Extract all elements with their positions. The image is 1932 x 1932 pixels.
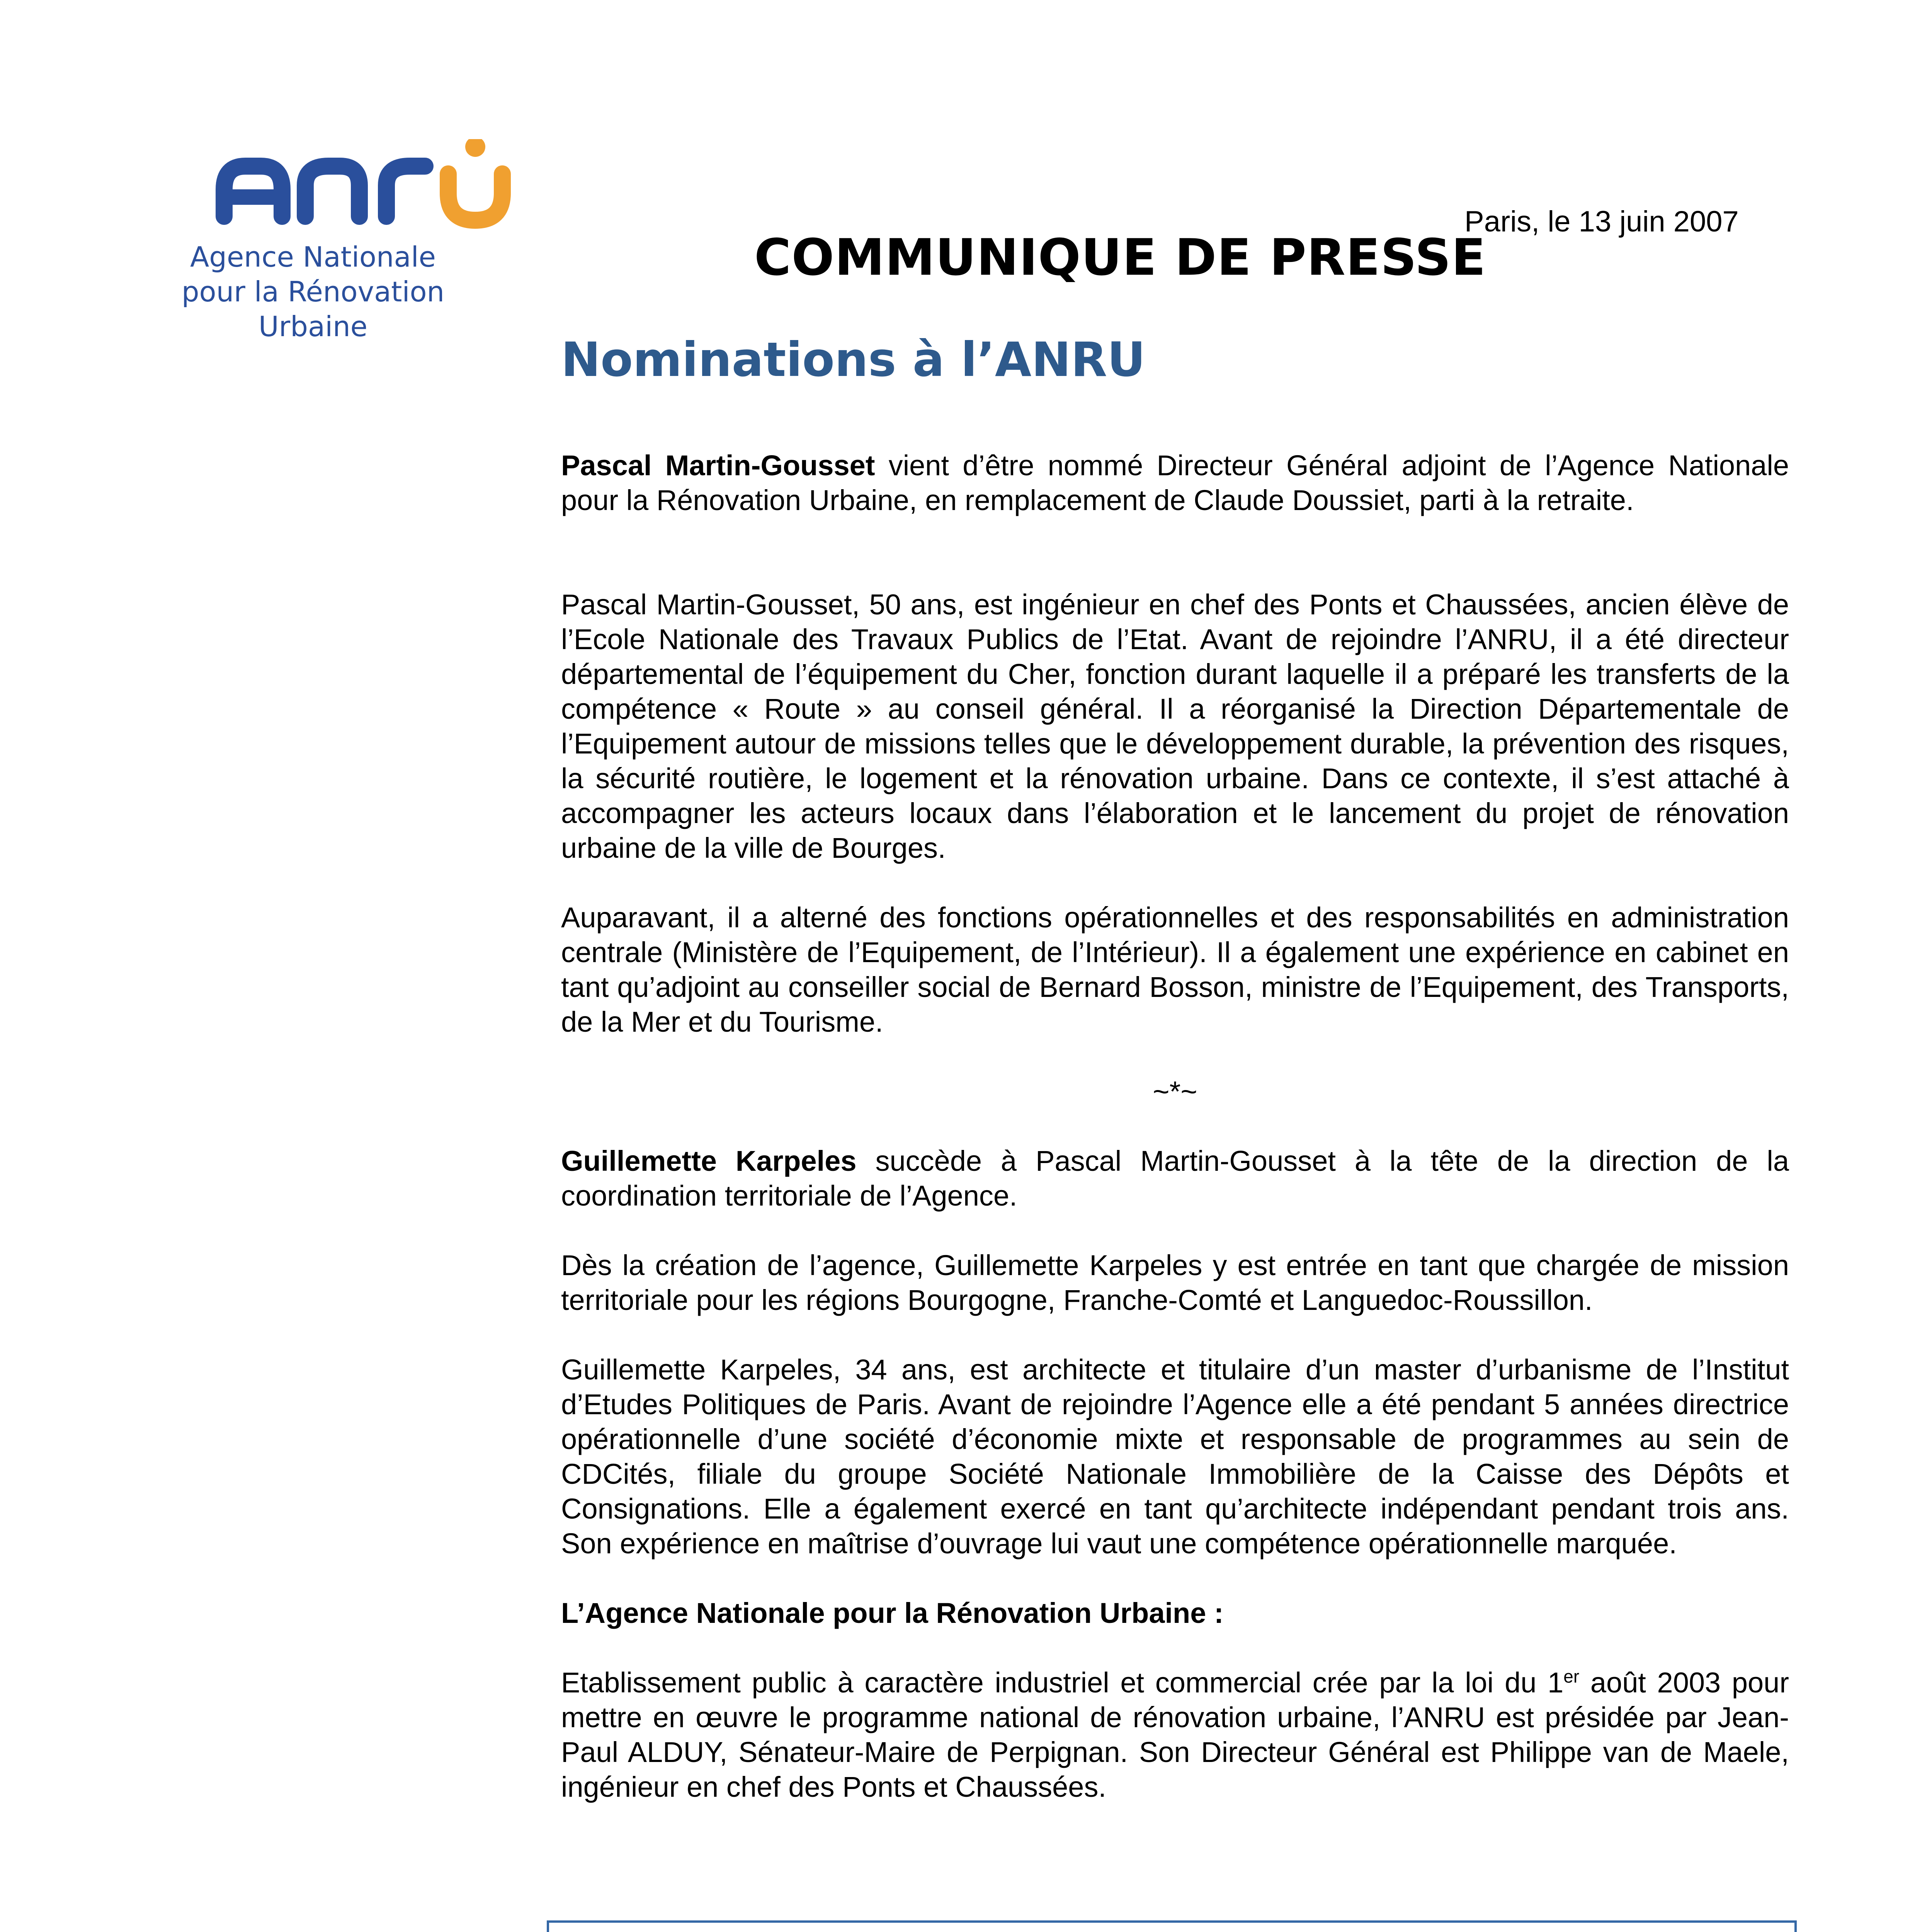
agency-heading: L’Agence Nationale pour la Rénovation Urbaine : <box>561 1597 1224 1629</box>
anru-logo <box>178 139 611 355</box>
paragraph-pmg-bio: Pascal Martin-Gousset, 50 ans, est ingénieur en chef des Ponts et Chaussées, ancien élève de l’Ecole Nationale des Travaux Publics de l’Etat. Avant de rejoindre l’ANRU, il a été directeur départemental de l’équipement du Cher, fonction durant laquelle il a préparé les transferts de la compétence « Route » au conseil général. Il a réorganisé la Direction Départementale de l’Equipement autour de missions telles que le développement durable, la prévention des risques, la sécurité routière, le logement et la rénovation urbaine. Dans ce contexte, il s’est attaché à accompagner les acteurs locaux dans l’élaboration et le lancement du projet de rénovation urbaine de la ville de Bourges. <box>561 588 1789 864</box>
paragraph-gk-role: Dès la création de l’agence, Guillemette Karpeles y est entrée en tant que chargée de mission territoriale pour les régions Bourgogne, Franche-Comté et Languedoc-Roussillon. <box>561 1249 1789 1316</box>
paragraph-gk-bio: Guillemette Karpeles, 34 ans, est architecte et titulaire d’un master d’urbanisme de l’Institut d’Etudes Politiques de Paris. Avant de rejoindre l’Agence elle a été pendant 5 années directrice opérationnelle d’une société d’économie mixte et responsable de programmes au sein de CDCités, filiale du groupe Société Nationale Immobilière de la Caisse des Dépôts et Consignations. Elle a également exercé en tant qu’architecte indépendant pendant trois ans. Son expérience en maîtrise d’ouvrage lui vaut une compétence opérationnelle marquée. <box>561 1354 1789 1560</box>
separator: ~*~ <box>1153 1075 1197 1107</box>
paragraph-nomination-gk: Guillemette Karpeles succède à Pascal Martin-Gousset à la tête de la direction de la coordination territoriale de l’Agence. <box>561 1145 1789 1212</box>
logo-line-2: pour la Rénovation <box>181 276 445 308</box>
person-name: Pascal Martin-Gousset <box>561 449 875 481</box>
document-kind: COMMUNIQUE DE PRESSE <box>754 228 1486 287</box>
document-date: Paris, le 13 juin 2007 <box>1464 205 1739 238</box>
logo-line-3: Urbaine <box>258 310 368 343</box>
paragraph-agency: Etablissement public à caractère industriel et commercial crée par la loi du 1er août 2003 pour mettre en œuvre le programme national de rénovation urbaine, l’ANRU est présidée par Jean-Paul ALDUY, Sénateur-Maire de Perpignan. Son Directeur Général est Philippe van de Maele, ingénieur en chef des Ponts et Chaussées. <box>561 1666 1789 1803</box>
highlight-box <box>547 1920 1797 1932</box>
page-title: Nominations à l’ANRU <box>561 332 1146 387</box>
paragraph-nomination-pmg: Pascal Martin-Gousset vient d’être nommé Directeur Général adjoint de l’Agence Nationale pour la Rénovation Urbaine, en remplacement de Claude Doussiet, parti à la retraite. <box>561 449 1789 516</box>
person-name: Guillemette Karpeles <box>561 1145 857 1177</box>
anru-wordmark-graphic <box>178 139 611 240</box>
press-release-body <box>561 448 1789 1804</box>
paragraph-pmg-career: Auparavant, il a alterné des fonctions opérationnelles et des responsabilités en administration centrale (Ministère de l’Equipement, de l’Intérieur). Il a également une expérience en cabinet en tant qu’adjoint au conseiller social de Bernard Bosson, ministre de l’Equipement, des Transports, de la Mer et du Tourisme. <box>561 901 1789 1038</box>
logo-line-1: Agence Nationale <box>190 241 436 273</box>
logo-agency-name <box>178 240 448 344</box>
